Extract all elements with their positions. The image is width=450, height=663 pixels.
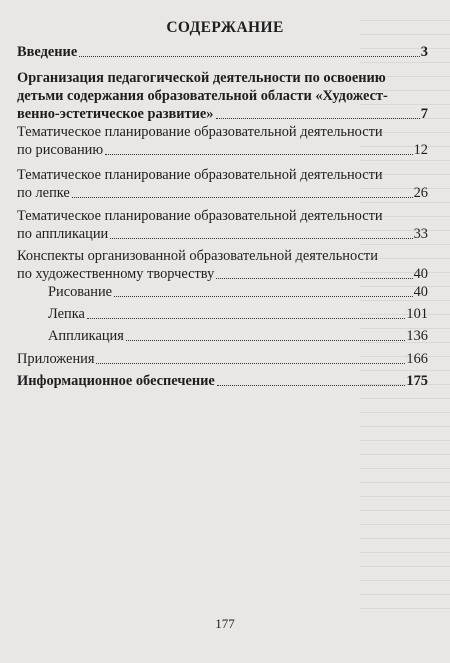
page-title: СОДЕРЖАНИЕ bbox=[166, 19, 284, 36]
toc-entry-drawing[interactable] bbox=[17, 283, 428, 301]
leader-dots bbox=[96, 363, 405, 364]
toc-entry-modeling[interactable] bbox=[17, 305, 428, 323]
toc-entry-drawing-plan[interactable] bbox=[17, 123, 428, 159]
toc-entry-label: Введение bbox=[17, 44, 78, 60]
toc-entry-label-line: по лепке bbox=[17, 185, 70, 201]
leader-dots bbox=[79, 56, 420, 57]
leader-dots bbox=[217, 385, 406, 386]
leader-dots bbox=[105, 154, 412, 155]
leader-dots bbox=[216, 118, 420, 119]
toc-page-number: 7 bbox=[420, 106, 428, 122]
toc-entry-label-line: Тематическое планирование образовательной деятельности bbox=[17, 124, 383, 140]
toc-entry-label: Приложения bbox=[17, 351, 95, 367]
leader-dots bbox=[72, 197, 413, 198]
toc-entry-appendices[interactable] bbox=[17, 350, 428, 368]
toc-page-number: 26 bbox=[413, 185, 428, 201]
leader-dots bbox=[114, 296, 413, 297]
toc-entry-label-line: детьми содержания образовательной области «Художест- bbox=[17, 88, 388, 104]
toc-entry-applique[interactable] bbox=[17, 327, 428, 345]
toc-page-number: 136 bbox=[406, 328, 428, 344]
toc-entry-lesson-notes[interactable] bbox=[17, 247, 428, 283]
leader-dots bbox=[126, 340, 406, 341]
toc-entry-label-line: по аппликации bbox=[17, 226, 109, 242]
toc-page-number: 12 bbox=[413, 142, 428, 158]
toc-entry-label-line: Тематическое планирование образовательной деятельности bbox=[17, 208, 383, 224]
leader-dots bbox=[216, 278, 412, 279]
toc-page-number: 3 bbox=[420, 44, 428, 60]
toc-entry-label-line: Конспекты организованной образовательной деятельности bbox=[17, 248, 378, 264]
toc-page-number: 33 bbox=[413, 226, 428, 242]
toc-entry-label-line: по художественному творчеству bbox=[17, 266, 215, 282]
toc-page-number: 40 bbox=[413, 284, 428, 300]
toc-page-number: 101 bbox=[406, 306, 428, 322]
toc-entry-organization[interactable] bbox=[17, 69, 428, 123]
leader-dots bbox=[110, 238, 412, 239]
toc-entry-label: Информационное обеспечение bbox=[17, 373, 215, 389]
toc-entry-label-line: венно-эстетическое развитие» bbox=[17, 106, 214, 122]
toc-entry-label-line: по рисованию bbox=[17, 142, 104, 158]
toc-entry-label: Аппликация bbox=[48, 328, 124, 344]
toc-entry-label: Лепка bbox=[48, 306, 85, 322]
toc-entry-label-line: Организация педагогической деятельности по освоению bbox=[17, 70, 386, 86]
toc-entry-label: Рисование bbox=[48, 284, 113, 300]
toc-entry-applique-plan[interactable] bbox=[17, 207, 428, 243]
toc-page-number: 40 bbox=[413, 266, 428, 282]
toc-page-number: 175 bbox=[406, 373, 428, 389]
toc-entry-label-line: Тематическое планирование образовательной деятельности bbox=[17, 167, 383, 183]
page-number: 177 bbox=[215, 616, 235, 631]
toc-entry-modeling-plan[interactable] bbox=[17, 166, 428, 202]
leader-dots bbox=[87, 318, 405, 319]
toc-entry-information-support[interactable] bbox=[17, 372, 428, 390]
toc-page-number: 166 bbox=[406, 351, 428, 367]
toc-entry-introduction[interactable] bbox=[17, 43, 428, 61]
